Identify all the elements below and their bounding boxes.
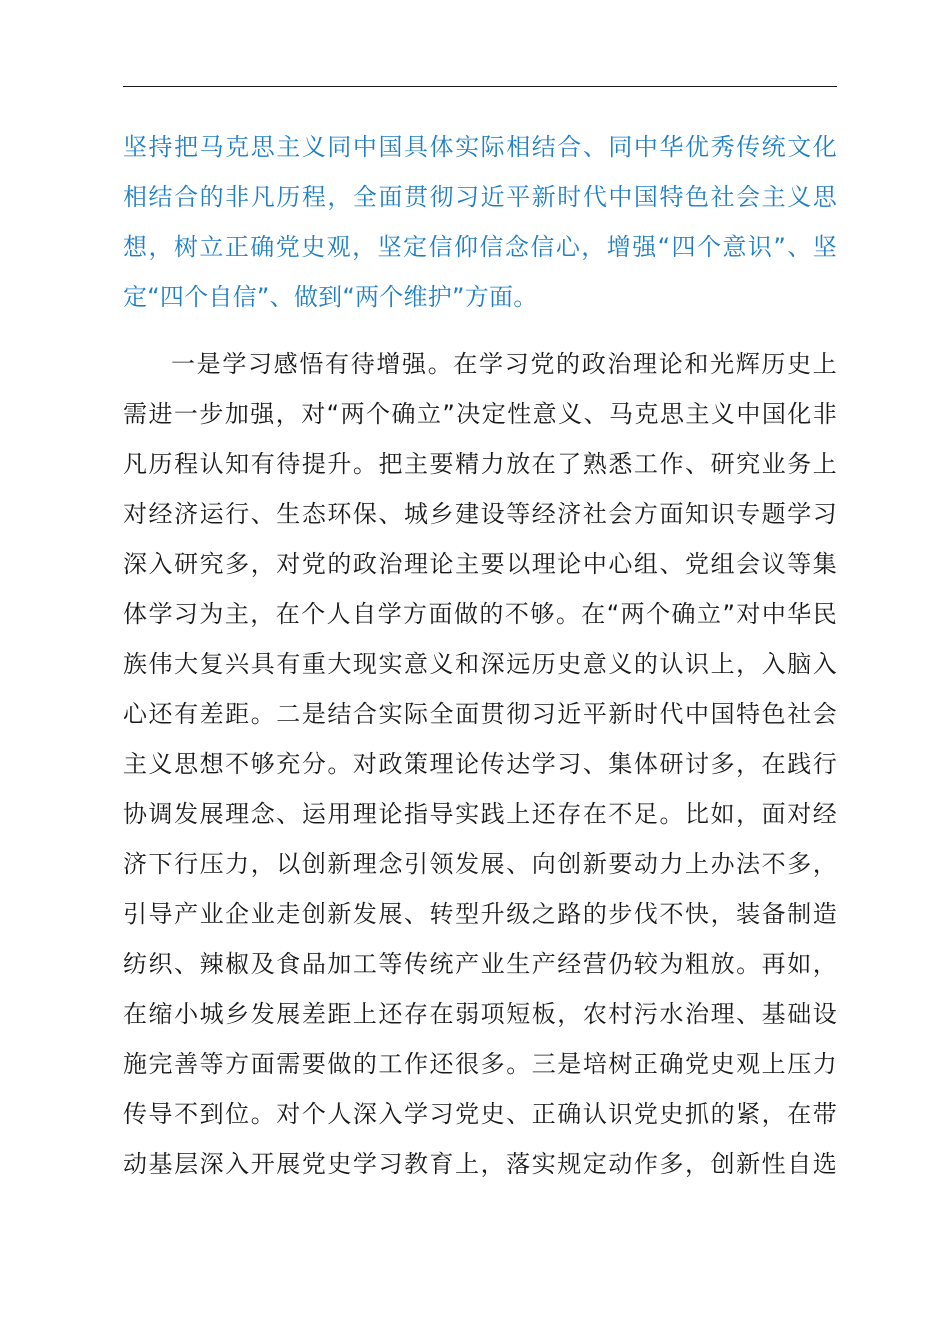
- paragraph-line: 想，树立正确党史观，坚定信仰信念信心，增强“四个意识”、坚: [123, 233, 837, 261]
- paragraph-line: 凡历程认知有待提升。把主要精力放在了熟悉工作、研究业务上: [123, 450, 837, 478]
- paragraph-line: 引导产业企业走创新发展、转型升级之路的步伐不快，装备制造: [123, 900, 837, 928]
- paragraph-line: 需进一步加强，对“两个确立”决定性意义、马克思主义中国化非: [123, 400, 837, 428]
- paragraph-line: 深入研究多，对党的政治理论主要以理论中心组、党组会议等集: [123, 550, 837, 578]
- paragraph-line: 纺织、辣椒及食品加工等传统产业生产经营仍较为粗放。再如，: [123, 950, 837, 978]
- paragraph-line: 定“四个自信”、做到“两个维护”方面。: [123, 283, 538, 311]
- paragraph-line: 动基层深入开展党史学习教育上，落实规定动作多，创新性自选: [123, 1150, 837, 1178]
- paragraph-line: 族伟大复兴具有重大现实意义和深远历史意义的认识上，入脑入: [123, 650, 837, 678]
- paragraph-line: 协调发展理念、运用理论指导实践上还存在不足。比如，面对经: [123, 800, 837, 828]
- paragraph-line: 施完善等方面需要做的工作还很多。三是培树正确党史观上压力: [123, 1050, 837, 1078]
- paragraph-line: 相结合的非凡历程，全面贯彻习近平新时代中国特色社会主义思: [123, 183, 837, 211]
- body-paragraph: [123, 339, 837, 1189]
- paragraph-line: 心还有差距。二是结合实际全面贯彻习近平新时代中国特色社会: [123, 700, 837, 728]
- paragraph-line: 传导不到位。对个人深入学习党史、正确认识党史抓的紧，在带: [123, 1100, 837, 1128]
- paragraph-line: 一是学习感悟有待增强。在学习党的政治理论和光辉历史上: [171, 350, 837, 378]
- highlighted-paragraph: [123, 122, 837, 322]
- paragraph-line: 对经济运行、生态环保、城乡建设等经济社会方面知识专题学习: [123, 500, 837, 528]
- paragraph-line: 体学习为主，在个人自学方面做的不够。在“两个确立”对中华民: [123, 600, 837, 628]
- paragraph-line: 主义思想不够充分。对政策理论传达学习、集体研讨多，在践行: [123, 750, 837, 778]
- paragraph-line: 济下行压力，以创新理念引领发展、向创新要动力上办法不多，: [123, 850, 837, 878]
- paragraph-line: 在缩小城乡发展差距上还存在弱项短板，农村污水治理、基础设: [123, 1000, 837, 1028]
- header-rule: [123, 86, 837, 87]
- paragraph-line: 坚持把马克思主义同中国具体实际相结合、同中华优秀传统文化: [123, 133, 837, 161]
